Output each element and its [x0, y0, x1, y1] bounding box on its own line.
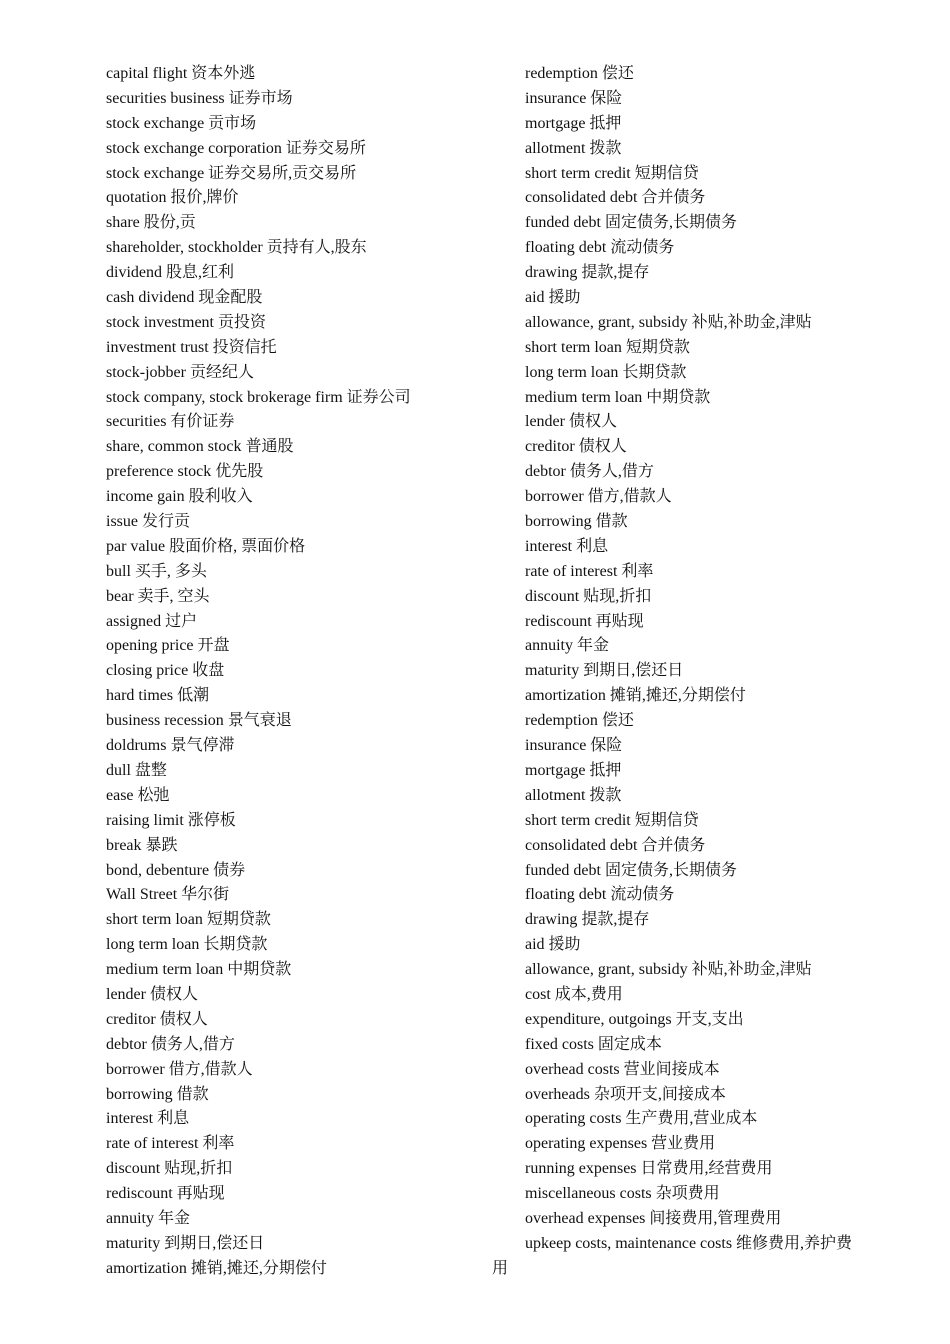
- glossary-entry: redemption 偿还: [525, 65, 634, 82]
- glossary-entry: borrower 借方,借款人: [106, 1060, 253, 1078]
- glossary-entry: debtor 债务人,借方: [525, 463, 654, 481]
- glossary-entry: issue 发行贡: [106, 513, 191, 531]
- glossary-entry: stock-jobber 贡经纪人: [106, 363, 254, 381]
- glossary-entry: drawing 提款,提存: [525, 911, 650, 929]
- glossary-entry: interest 利息: [525, 537, 609, 555]
- glossary-entry: creditor 债权人: [106, 1010, 208, 1028]
- glossary-entry: rate of interest 利率: [106, 1135, 235, 1153]
- glossary-entry: Wall Street 华尔街: [106, 886, 230, 904]
- glossary-entry: consolidated debt 合并债务: [525, 836, 706, 854]
- glossary-entry: annuity 年金: [525, 637, 609, 655]
- glossary-entry: lender 债权人: [525, 413, 617, 431]
- glossary-entry: amortization 摊销,摊还,分期偿付: [525, 687, 746, 705]
- glossary-entry: consolidated debt 合并债务: [525, 189, 706, 207]
- glossary-entry: bull 买手, 多头: [106, 562, 207, 580]
- glossary-entry: amortization 摊销,摊还,分期偿付: [106, 1259, 327, 1277]
- glossary-entry: cash dividend 现金配股: [106, 289, 263, 307]
- glossary-entry: redemption 偿还: [525, 712, 634, 730]
- glossary-entry: assigned 过户: [106, 612, 198, 630]
- glossary-entry: operating costs 生产费用,营业成本: [525, 1110, 758, 1128]
- wrapped-line-tail: 用: [492, 1260, 509, 1277]
- glossary-entry: short term loan 短期贷款: [106, 911, 271, 929]
- glossary-entry: share 股份,贡: [106, 214, 196, 232]
- glossary-entry: bond, debenture 债券: [106, 861, 246, 879]
- glossary-entry: rediscount 再贴现: [525, 612, 644, 630]
- glossary-entry: hard times 低潮: [106, 687, 210, 705]
- glossary-entry: doldrums 景气停滞: [106, 737, 235, 755]
- glossary-left-column: [106, 62, 509, 1282]
- glossary-entry: capital flight 资本外逃: [106, 65, 256, 82]
- glossary-entry: floating debt 流动债务: [525, 886, 675, 904]
- glossary-entry: funded debt 固定债务,长期债务: [525, 214, 737, 232]
- glossary-entry: quotation 报价,牌价: [106, 189, 239, 207]
- glossary-entry: closing price 收盘: [106, 662, 225, 680]
- glossary-entry: floating debt 流动债务: [525, 239, 675, 257]
- glossary-entry: drawing 提款,提存: [525, 264, 650, 282]
- glossary-entry: interest 利息: [106, 1110, 190, 1128]
- glossary-entry: creditor 债权人: [525, 438, 627, 456]
- glossary-entry: dull 盘整: [106, 761, 167, 779]
- glossary-entry: investment trust 投资信托: [106, 338, 277, 356]
- glossary-entry: borrower 借方,借款人: [525, 488, 672, 506]
- glossary-entry: maturity 到期日,偿还日: [106, 1234, 265, 1252]
- glossary-entry: business recession 景气衰退: [106, 712, 292, 730]
- glossary-entry: insurance 保险: [525, 737, 623, 755]
- glossary-entry: annuity 年金: [106, 1209, 190, 1227]
- glossary-entry: maturity 到期日,偿还日: [525, 662, 684, 680]
- glossary-entry: operating expenses 营业费用: [525, 1135, 716, 1153]
- glossary-entry: borrowing 借款: [525, 513, 628, 531]
- glossary-entry: insurance 保险: [525, 89, 623, 107]
- glossary-entry: share, common stock 普通股: [106, 438, 294, 456]
- glossary-entry: running expenses 日常费用,经营费用: [525, 1160, 773, 1178]
- glossary-entry: short term loan 短期贷款: [525, 338, 690, 356]
- glossary-entry: borrowing 借款: [106, 1085, 209, 1103]
- glossary-entry: debtor 债务人,借方: [106, 1035, 235, 1053]
- glossary-entry: expenditure, outgoings 开支,支出: [525, 1010, 744, 1028]
- glossary-entry: stock company, stock brokerage firm 证券公司: [106, 388, 411, 406]
- glossary-entry: securities business 证券市场: [106, 89, 293, 107]
- glossary-entry: funded debt 固定债务,长期债务: [525, 861, 737, 879]
- glossary-entry: bear 卖手, 空头: [106, 587, 210, 605]
- glossary-entry: overhead expenses 间接费用,管理费用: [525, 1209, 782, 1227]
- glossary-entry: miscellaneous costs 杂项费用: [525, 1185, 720, 1203]
- glossary-entry: discount 贴现,折扣: [106, 1160, 233, 1178]
- glossary-entry: overhead costs 营业间接成本: [525, 1060, 720, 1078]
- glossary-entry: short term credit 短期信贷: [525, 164, 699, 182]
- glossary-entry: aid 援助: [525, 936, 581, 954]
- glossary-entry: rate of interest 利率: [525, 562, 654, 580]
- glossary-entry: long term loan 长期贷款: [106, 936, 268, 954]
- glossary-entry: opening price 开盘: [106, 637, 230, 655]
- glossary-entry: par value 股面价格, 票面价格: [106, 537, 306, 555]
- glossary-entry: fixed costs 固定成本: [525, 1035, 662, 1053]
- glossary-entry: long term loan 长期贷款: [525, 363, 687, 381]
- glossary-entry: discount 贴现,折扣: [525, 587, 652, 605]
- glossary-entry: income gain 股利收入: [106, 488, 253, 506]
- glossary-entry: stock investment 贡投资: [106, 313, 266, 331]
- glossary-entry: allotment 拨款: [525, 139, 622, 157]
- glossary-entry: short term credit 短期信贷: [525, 811, 699, 829]
- glossary-entry: break 暴跌: [106, 836, 178, 854]
- glossary-entry: stock exchange 贡市场: [106, 114, 257, 132]
- glossary-entry: rediscount 再贴现: [106, 1185, 225, 1203]
- glossary-entry: securities 有价证券: [106, 413, 235, 431]
- glossary-entry: shareholder, stockholder 贡持有人,股东: [106, 239, 367, 257]
- glossary-entry: mortgage 抵押: [525, 761, 622, 779]
- glossary-entry: ease 松弛: [106, 786, 170, 804]
- glossary-entry: dividend 股息,红利: [106, 264, 234, 282]
- glossary-entry: preference stock 优先股: [106, 463, 264, 481]
- glossary-entry: allowance, grant, subsidy 补贴,补助金,津贴: [525, 961, 812, 979]
- glossary-entry: medium term loan 中期贷款: [525, 388, 711, 406]
- glossary-entry: aid 援助: [525, 289, 581, 307]
- glossary-entry: cost 成本,费用: [525, 985, 623, 1003]
- glossary-entry: mortgage 抵押: [525, 114, 622, 132]
- glossary-entry: allowance, grant, subsidy 补贴,补助金,津贴: [525, 313, 812, 331]
- glossary-entry: raising limit 涨停板: [106, 811, 236, 829]
- glossary-right-column: [525, 62, 925, 1257]
- glossary-entry: medium term loan 中期贷款: [106, 961, 292, 979]
- glossary-entry: upkeep costs, maintenance costs 维修费用,养护费: [525, 1234, 853, 1252]
- glossary-entry: stock exchange 证券交易所,贡交易所: [106, 164, 357, 182]
- glossary-entry: stock exchange corporation 证券交易所: [106, 139, 366, 157]
- glossary-entry: lender 债权人: [106, 985, 198, 1003]
- glossary-entry: allotment 拨款: [525, 786, 622, 804]
- glossary-entry: overheads 杂项开支,间接成本: [525, 1085, 726, 1103]
